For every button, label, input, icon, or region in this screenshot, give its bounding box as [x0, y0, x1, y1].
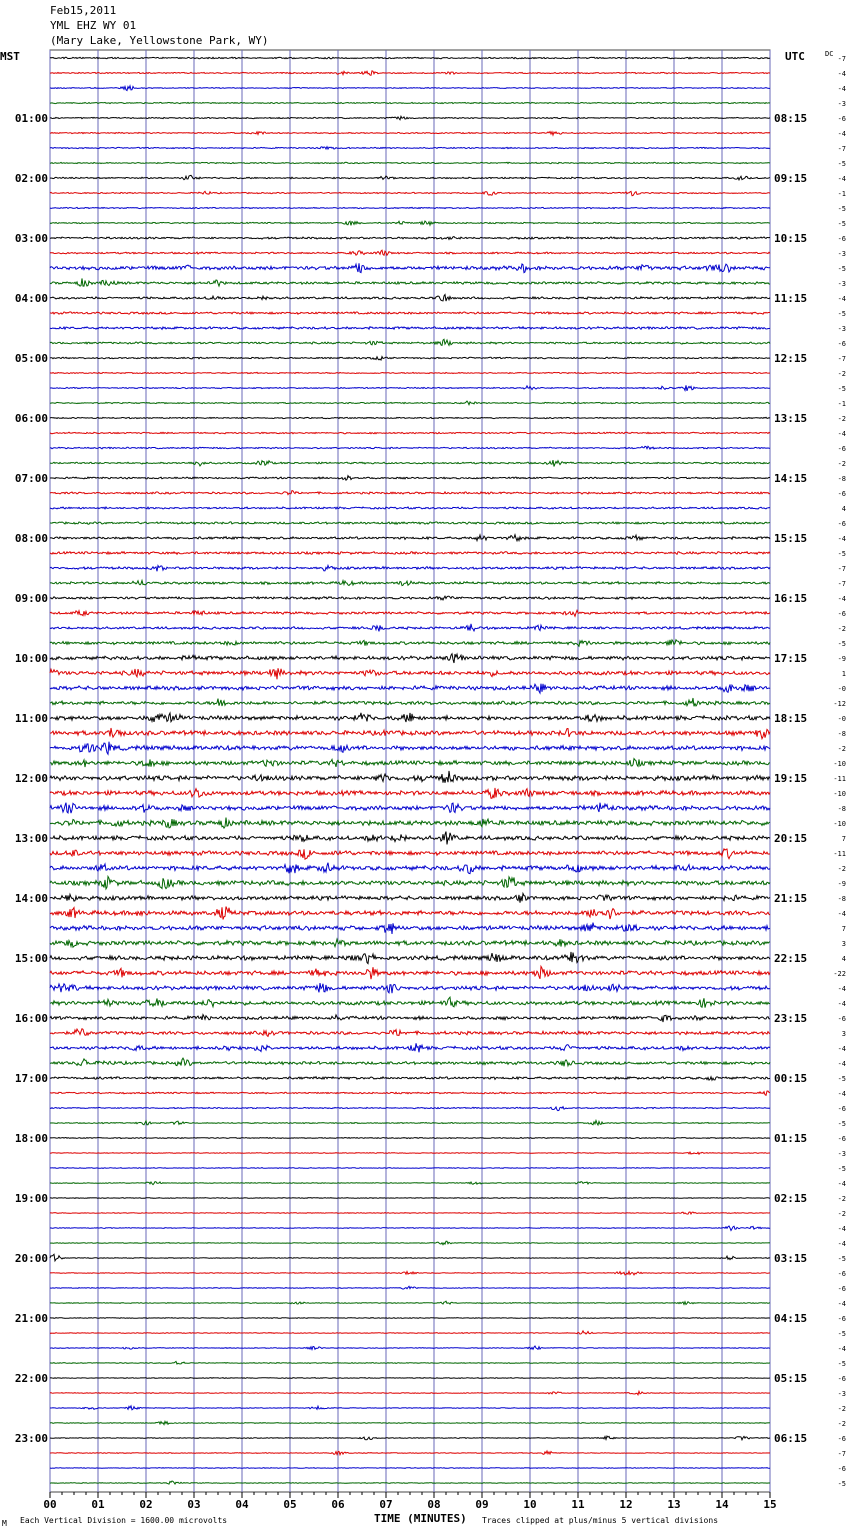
utc-hour-label: 15:15 — [774, 532, 808, 545]
dc-offset-label: -12 — [833, 700, 846, 708]
seismic-trace — [50, 684, 770, 693]
mst-hour-label: 22:00 — [14, 1372, 48, 1385]
seismic-trace — [50, 923, 770, 934]
utc-hour-label: 05:15 — [774, 1372, 808, 1385]
seismic-trace — [50, 624, 770, 632]
x-tick-label: 13 — [667, 1498, 681, 1511]
dc-offset-label: -5 — [837, 1480, 846, 1488]
utc-hour-label: 14:15 — [774, 472, 808, 485]
dc-offset-label: -6 — [837, 445, 846, 453]
dc-offset-label: -4 — [837, 1000, 846, 1008]
utc-hour-label: 19:15 — [774, 772, 808, 785]
dc-offset-label: -4 — [837, 430, 846, 438]
dc-offset-label: -4 — [837, 1060, 846, 1068]
utc-hour-label: 09:15 — [774, 172, 808, 185]
seismic-trace — [50, 385, 770, 391]
dc-label: DC — [825, 50, 834, 58]
seismic-trace — [50, 581, 770, 586]
dc-offset-label: -4 — [837, 1090, 846, 1098]
seismic-trace — [50, 221, 770, 225]
x-tick-label: 03 — [187, 1498, 201, 1511]
seismic-trace — [50, 803, 770, 813]
seismic-trace — [50, 983, 770, 993]
dc-offset-label: 3 — [841, 940, 846, 948]
dc-offset-label: -5 — [837, 205, 846, 213]
dc-offset-label: -7 — [837, 580, 846, 588]
seismic-trace — [50, 1029, 770, 1037]
dc-offset-label: -8 — [837, 805, 846, 813]
dc-offset-label: -0 — [837, 715, 846, 723]
seismic-trace — [50, 596, 770, 600]
dc-offset-label: -11 — [833, 775, 846, 783]
dc-offset-label: -4 — [837, 1345, 846, 1353]
dc-offset-label: -1 — [837, 190, 846, 198]
utc-hour-label: 21:15 — [774, 892, 808, 905]
utc-hour-label: 22:15 — [774, 952, 808, 965]
dc-offset-label: -7 — [837, 145, 846, 153]
seismic-trace — [50, 894, 770, 903]
dc-offset-label: -5 — [837, 310, 846, 318]
seismic-trace — [50, 263, 770, 272]
seismic-trace — [50, 1361, 770, 1364]
dc-offset-label: 3 — [841, 1030, 846, 1038]
dc-offset-label: -3 — [837, 1150, 846, 1158]
seismic-trace — [50, 57, 770, 59]
utc-hour-label: 20:15 — [774, 832, 808, 845]
seismic-trace — [50, 1182, 770, 1185]
seismic-trace — [50, 116, 770, 120]
seismic-trace — [50, 1436, 770, 1440]
dc-offset-label: -2 — [837, 1420, 846, 1428]
utc-hour-label: 00:15 — [774, 1072, 808, 1085]
dc-offset-label: -4 — [837, 70, 846, 78]
seismic-trace — [50, 1391, 770, 1395]
seismic-trace — [50, 640, 770, 647]
seismic-trace — [50, 771, 770, 783]
x-tick-label: 01 — [91, 1498, 105, 1511]
seismic-trace — [50, 1254, 770, 1261]
dc-offset-label: -6 — [837, 610, 846, 618]
seismic-trace — [50, 759, 770, 768]
dc-offset-label: -9 — [837, 655, 846, 663]
mst-hour-label: 05:00 — [14, 352, 48, 365]
seismic-trace — [50, 295, 770, 302]
seismic-trace — [50, 491, 770, 495]
seismic-trace — [50, 476, 770, 481]
dc-offset-label: -4 — [837, 85, 846, 93]
dc-offset-label: -6 — [837, 520, 846, 528]
right-axis-label: UTC — [785, 50, 805, 63]
seismic-trace — [50, 713, 770, 722]
dc-offset-label: -7 — [837, 565, 846, 573]
seismic-trace — [50, 1271, 770, 1275]
seismic-trace — [50, 877, 770, 889]
seismic-trace — [50, 71, 770, 76]
dc-offset-label: -6 — [837, 1270, 846, 1278]
dc-offset-label: -5 — [837, 220, 846, 228]
dc-offset-label: -4 — [837, 595, 846, 603]
header-date: Feb15,2011 — [50, 4, 117, 17]
dc-offset-label: -5 — [837, 1360, 846, 1368]
seismic-trace — [50, 1091, 770, 1095]
seismic-trace — [50, 1286, 770, 1289]
dc-offset-label: -3 — [837, 280, 846, 288]
seismic-trace — [50, 279, 770, 287]
dc-offset-label: -6 — [837, 1315, 846, 1323]
dc-offset-label: -2 — [837, 625, 846, 633]
seismic-trace — [50, 849, 770, 859]
utc-hour-label: 18:15 — [774, 712, 808, 725]
seismic-trace — [50, 507, 770, 509]
dc-offset-label: -10 — [833, 820, 846, 828]
mst-hour-label: 08:00 — [14, 532, 48, 545]
dc-offset-label: -3 — [837, 325, 846, 333]
dc-offset-label: -6 — [837, 235, 846, 243]
utc-hour-label: 23:15 — [774, 1012, 808, 1025]
x-axis-title: TIME (MINUTES) — [374, 1512, 467, 1525]
seismic-trace — [50, 86, 770, 91]
seismic-trace — [50, 1378, 770, 1379]
x-tick-label: 05 — [283, 1498, 297, 1511]
x-tick-label: 08 — [427, 1498, 441, 1511]
dc-offset-label: -5 — [837, 1255, 846, 1263]
dc-offset-label: -6 — [837, 340, 846, 348]
seismic-trace — [50, 1346, 770, 1350]
seismic-trace — [50, 1481, 770, 1484]
seismic-trace — [50, 237, 770, 240]
seismic-trace — [50, 432, 770, 434]
x-tick-label: 10 — [523, 1498, 537, 1511]
dc-offset-label: -5 — [837, 1165, 846, 1173]
dc-offset-label: -9 — [837, 880, 846, 888]
seismic-trace — [50, 1331, 770, 1334]
mst-hour-label: 14:00 — [14, 892, 48, 905]
mst-hour-label: 04:00 — [14, 292, 48, 305]
seismic-trace — [50, 401, 770, 405]
seismic-trace — [50, 175, 770, 180]
dc-offset-label: 7 — [841, 835, 846, 843]
dc-offset-label: -2 — [837, 1195, 846, 1203]
mst-hour-label: 18:00 — [14, 1132, 48, 1145]
utc-hour-label: 08:15 — [774, 112, 808, 125]
x-tick-label: 02 — [139, 1498, 153, 1511]
seismic-trace — [50, 1318, 770, 1319]
x-tick-label: 04 — [235, 1498, 249, 1511]
dc-offset-label: -4 — [837, 1045, 846, 1053]
dc-offset-label: -4 — [837, 1180, 846, 1188]
dc-offset-label: 4 — [841, 955, 846, 963]
seismic-trace — [50, 1152, 770, 1154]
dc-offset-label: -2 — [837, 865, 846, 873]
dc-offset-label: 4 — [841, 505, 846, 513]
x-tick-label: 12 — [619, 1498, 633, 1511]
x-tick-label: 15 — [763, 1498, 777, 1511]
seismic-trace — [50, 1301, 770, 1304]
dc-offset-label: -2 — [837, 1405, 846, 1413]
dc-offset-label: -4 — [837, 130, 846, 138]
seismic-trace — [50, 446, 770, 449]
mst-hour-label: 01:00 — [14, 112, 48, 125]
dc-offset-label: -2 — [837, 370, 846, 378]
mst-hour-label: 16:00 — [14, 1012, 48, 1025]
dc-offset-label: -5 — [837, 160, 846, 168]
mst-hour-label: 17:00 — [14, 1072, 48, 1085]
corner-mark: M — [2, 1519, 7, 1528]
seismic-trace — [50, 1168, 770, 1169]
utc-hour-label: 17:15 — [774, 652, 808, 665]
dc-offset-label: -5 — [837, 265, 846, 273]
mst-hour-label: 15:00 — [14, 952, 48, 965]
mst-hour-label: 21:00 — [14, 1312, 48, 1325]
dc-offset-label: 1 — [841, 670, 846, 678]
seismic-trace — [50, 818, 770, 829]
utc-hour-label: 01:15 — [774, 1132, 808, 1145]
utc-hour-label: 02:15 — [774, 1192, 808, 1205]
seismic-trace — [50, 552, 770, 555]
utc-hour-label: 13:15 — [774, 412, 808, 425]
seismic-trace — [50, 654, 770, 663]
seismic-trace — [50, 147, 770, 149]
seismic-trace — [50, 698, 770, 706]
seismic-trace — [50, 966, 770, 979]
mst-hour-label: 07:00 — [14, 472, 48, 485]
dc-offset-label: -7 — [837, 355, 846, 363]
seismic-trace — [50, 162, 770, 163]
dc-offset-label: -22 — [833, 970, 846, 978]
seismic-trace — [50, 1138, 770, 1139]
seismic-trace — [50, 668, 770, 679]
seismic-trace — [50, 102, 770, 103]
dc-offset-label: -6 — [837, 1285, 846, 1293]
x-tick-label: 14 — [715, 1498, 729, 1511]
seismic-trace — [50, 191, 770, 195]
seismic-trace — [50, 907, 770, 920]
seismic-trace — [50, 1107, 770, 1111]
dc-offset-label: -0 — [837, 685, 846, 693]
mst-hour-label: 02:00 — [14, 172, 48, 185]
dc-offset-label: -6 — [837, 1135, 846, 1143]
dc-offset-label: 7 — [841, 925, 846, 933]
dc-offset-label: -10 — [833, 790, 846, 798]
header-station: YML EHZ WY 01 — [50, 19, 137, 32]
dc-offset-label: -10 — [833, 760, 846, 768]
dc-offset-label: -5 — [837, 550, 846, 558]
mst-hour-label: 12:00 — [14, 772, 48, 785]
seismic-trace — [50, 460, 770, 466]
dc-offset-label: -6 — [837, 490, 846, 498]
dc-offset-label: -5 — [837, 1330, 846, 1338]
axis-labels — [15, 50, 846, 1511]
dc-offset-label: -2 — [837, 415, 846, 423]
mst-hour-label: 23:00 — [14, 1432, 48, 1445]
x-tick-label: 11 — [571, 1498, 585, 1511]
dc-offset-label: -11 — [833, 850, 846, 858]
dc-offset-label: -5 — [837, 1075, 846, 1083]
seismic-trace — [50, 1421, 770, 1424]
mst-hour-label: 11:00 — [14, 712, 48, 725]
dc-offset-label: -6 — [837, 1015, 846, 1023]
seismic-trace — [50, 1468, 770, 1469]
dc-offset-label: -4 — [837, 535, 846, 543]
header-location: (Mary Lake, Yellowstone Park, WY) — [50, 34, 269, 47]
dc-offset-label: -6 — [837, 1435, 846, 1443]
seismic-trace — [50, 1077, 770, 1081]
seismic-trace — [50, 1015, 770, 1022]
dc-offset-label: -6 — [837, 1465, 846, 1473]
seismic-trace — [50, 312, 770, 314]
dc-offset-label: -8 — [837, 895, 846, 903]
dc-offset-label: -1 — [837, 400, 846, 408]
seismic-trace — [50, 788, 770, 798]
dc-offset-label: -7 — [837, 55, 846, 63]
dc-offset-label: -6 — [837, 1105, 846, 1113]
utc-hour-label: 06:15 — [774, 1432, 808, 1445]
seismic-trace — [50, 327, 770, 330]
dc-offset-label: -4 — [837, 1240, 846, 1248]
seismic-trace — [50, 1451, 770, 1455]
dc-offset-label: -5 — [837, 1120, 846, 1128]
dc-offset-label: -3 — [837, 100, 846, 108]
mst-hour-label: 06:00 — [14, 412, 48, 425]
x-tick-label: 09 — [475, 1498, 489, 1511]
x-tick-label: 06 — [331, 1498, 345, 1511]
seismic-trace — [50, 417, 770, 418]
seismic-trace — [50, 610, 770, 616]
utc-hour-label: 16:15 — [774, 592, 808, 605]
seismic-trace — [50, 535, 770, 541]
mst-hour-label: 03:00 — [14, 232, 48, 245]
x-tick-label: 00 — [43, 1498, 57, 1511]
dc-offset-label: -5 — [837, 385, 846, 393]
utc-hour-label: 03:15 — [774, 1252, 808, 1265]
seismic-trace — [50, 250, 770, 255]
scale-note: Each Vertical Division = 1600.00 microvolts — [20, 1516, 228, 1525]
dc-offset-label: -4 — [837, 910, 846, 918]
left-axis-label: MST — [0, 50, 20, 63]
seismic-trace — [50, 339, 770, 345]
seismic-trace — [50, 132, 770, 136]
seismic-trace — [50, 952, 770, 964]
seismic-trace — [50, 207, 770, 208]
dc-offset-label: -5 — [837, 640, 846, 648]
mst-hour-label: 13:00 — [14, 832, 48, 845]
dc-offset-label: -8 — [837, 475, 846, 483]
seismic-trace — [50, 372, 770, 373]
utc-hour-label: 12:15 — [774, 352, 808, 365]
dc-offset-label: -4 — [837, 295, 846, 303]
seismic-trace — [50, 1241, 770, 1245]
seismic-trace — [50, 939, 770, 947]
seismic-trace — [50, 728, 770, 739]
mst-hour-label: 19:00 — [14, 1192, 48, 1205]
dc-offset-label: -8 — [837, 730, 846, 738]
dc-offset-label: -6 — [837, 1375, 846, 1383]
plot-frame — [50, 50, 770, 1492]
dc-offset-label: -2 — [837, 460, 846, 468]
seismic-trace — [50, 522, 770, 524]
mst-hour-label: 10:00 — [14, 652, 48, 665]
seismic-trace — [50, 566, 770, 572]
seismic-trace — [50, 357, 770, 360]
dc-offset-label: -4 — [837, 175, 846, 183]
seismic-traces — [50, 57, 770, 1484]
dc-offset-label: -2 — [837, 1210, 846, 1218]
seismic-trace — [50, 742, 770, 755]
dc-offset-label: -6 — [837, 115, 846, 123]
seismic-trace — [50, 1226, 770, 1231]
dc-offset-label: -3 — [837, 1390, 846, 1398]
dc-offset-label: -3 — [837, 250, 846, 258]
mst-hour-label: 09:00 — [14, 592, 48, 605]
seismic-trace — [50, 832, 770, 845]
dc-offset-label: -4 — [837, 985, 846, 993]
dc-offset-label: -4 — [837, 1225, 846, 1233]
seismic-trace — [50, 1212, 770, 1214]
seismic-trace — [50, 1043, 770, 1052]
seismic-trace — [50, 1058, 770, 1066]
dc-offset-label: -4 — [837, 1300, 846, 1308]
dc-offset-label: -2 — [837, 745, 846, 753]
seismic-trace — [50, 1198, 770, 1199]
dc-offset-label: -7 — [837, 1450, 846, 1458]
clip-note: Traces clipped at plus/minus 5 vertical divisions — [482, 1516, 719, 1525]
seismic-trace — [50, 1121, 770, 1126]
seismic-trace — [50, 863, 770, 874]
utc-hour-label: 10:15 — [774, 232, 808, 245]
utc-hour-label: 04:15 — [774, 1312, 808, 1325]
x-tick-label: 07 — [379, 1498, 393, 1511]
mst-hour-label: 20:00 — [14, 1252, 48, 1265]
seismic-trace — [50, 1406, 770, 1410]
utc-hour-label: 11:15 — [774, 292, 808, 305]
seismic-trace — [50, 997, 770, 1007]
